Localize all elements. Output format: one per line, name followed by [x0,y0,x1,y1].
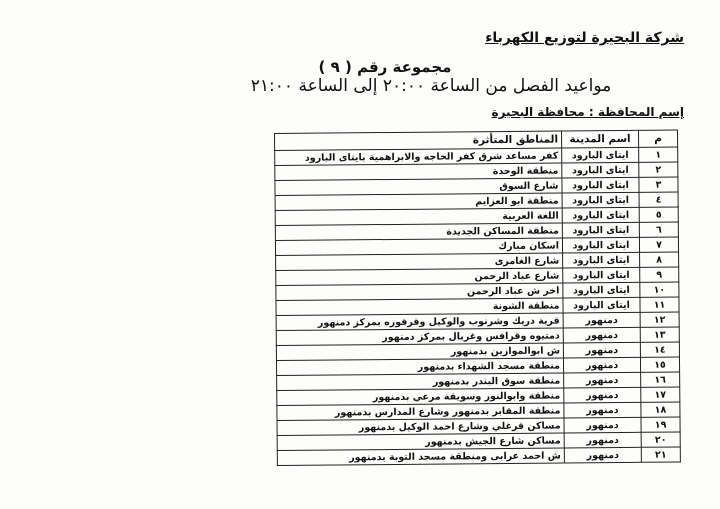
row-area: اللغة العربية [275,208,562,226]
row-city: دمنهور [564,447,641,463]
row-number: ٩ [640,267,679,282]
row-area: ش ابوالموازين بدمنهور [276,343,563,361]
group-title: مجموعة رقم ( ٩ ) [318,58,452,76]
company-name: شركة البحيرة لتوزيع الكهرباء [485,30,684,46]
outage-table-wrapper [274,129,681,466]
governorate-label: إسم المحافظة : محافظة البحيرة [491,105,684,119]
table-row [277,447,680,466]
row-number: ٢١ [641,447,680,462]
row-city: دمنهور [563,342,640,358]
outage-table [274,129,681,466]
row-area: منطقة وابوالنور وسويقة مرعي بدمنهور [277,388,564,406]
row-city: دمنهور [563,357,640,373]
row-number: ١٠ [640,282,679,297]
row-area: منطقة المقابر بدمنهور وشارع المدارس بدمنهور [277,403,564,421]
schedule-line: مواعيد الفصل من الساعة ٢٠:٠٠ إلى الساعة ٢١:٠٠ [250,76,612,96]
row-number: ١٣ [640,327,679,342]
row-area: شارع الغامرى [276,253,563,271]
row-city: ايتاى البارود [562,162,639,178]
row-area: منطقة سوق البندر بدمنهور [277,373,564,391]
row-number: ٢ [639,162,678,177]
row-city: ايتاى البارود [563,297,640,313]
row-city: ايتاى البارود [562,237,639,253]
row-number: ١٦ [641,372,680,387]
row-number: ٣ [639,177,678,192]
row-area: مساكن شارع الجيش بدمنهور [277,433,564,451]
row-area: منطقة المساكن الجديدة [275,223,562,241]
row-number: ٢٠ [641,432,680,447]
row-number: ١٩ [641,417,680,432]
row-area: منطقة الوحدة [275,163,562,181]
row-city: ايتاى البارود [562,147,639,163]
row-area: دمتيوه وقرافس وغربال بمركز دمنهور [276,328,563,346]
row-city: دمنهور [564,402,641,418]
row-number: ١٤ [640,342,679,357]
row-city: دمنهور [564,432,641,448]
row-city: ايتاى البارود [563,267,640,283]
row-number: ١٥ [640,357,679,372]
row-city: ايتاى البارود [562,222,639,238]
row-city: ايتاى البارود [562,177,639,193]
row-number: ٨ [640,252,679,267]
row-number: ٧ [639,237,678,252]
row-city: ايتاى البارود [563,252,640,268]
col-header-number: م [638,130,677,147]
row-area: مساكن قرغلي وشارع احمد الوكيل بدمنهور [277,418,564,436]
row-city: دمنهور [563,327,640,343]
row-number: ١ [639,147,678,162]
row-area: كفر مساعد شرق كفر الحاجه والابراهمية بايتاى البارود [275,148,562,166]
row-number: ١٨ [641,402,680,417]
row-area: منطقة مسجد الشهداء بدمنهور [276,358,563,376]
row-number: ١١ [640,297,679,312]
row-number: ١٧ [641,387,680,402]
row-area: اسكان مبارك [275,238,562,256]
row-area: شارع السوق [275,178,562,196]
row-city: ايتاى البارود [563,282,640,298]
row-number: ٥ [639,207,678,222]
col-header-city: اسم المدينة [561,130,638,148]
row-area: قرية دريك وشرنوب والوكيل وقرقوره بمركز دمنهور [276,313,563,331]
row-area: شارع عباد الرحمن [276,268,563,286]
row-area: منطقة الشونة [276,298,563,316]
row-number: ١٢ [640,312,679,327]
col-header-areas: المناطق المتأثرة [275,131,562,151]
row-area: منطقة ابو العزايم [275,193,562,211]
row-city: دمنهور [564,387,641,403]
row-city: دمنهور [564,417,641,433]
row-number: ٦ [639,222,678,237]
row-area: ش احمد عرابى ومنطقة مسجد التوبة بدمنهور [277,448,564,466]
row-city: ايتاى البارود [562,207,639,223]
row-city: ايتاى البارود [562,192,639,208]
row-area: اخر ش عباد الرحمن [276,283,563,301]
row-city: دمنهور [564,372,641,388]
row-city: دمنهور [563,312,640,328]
row-number: ٤ [639,192,678,207]
